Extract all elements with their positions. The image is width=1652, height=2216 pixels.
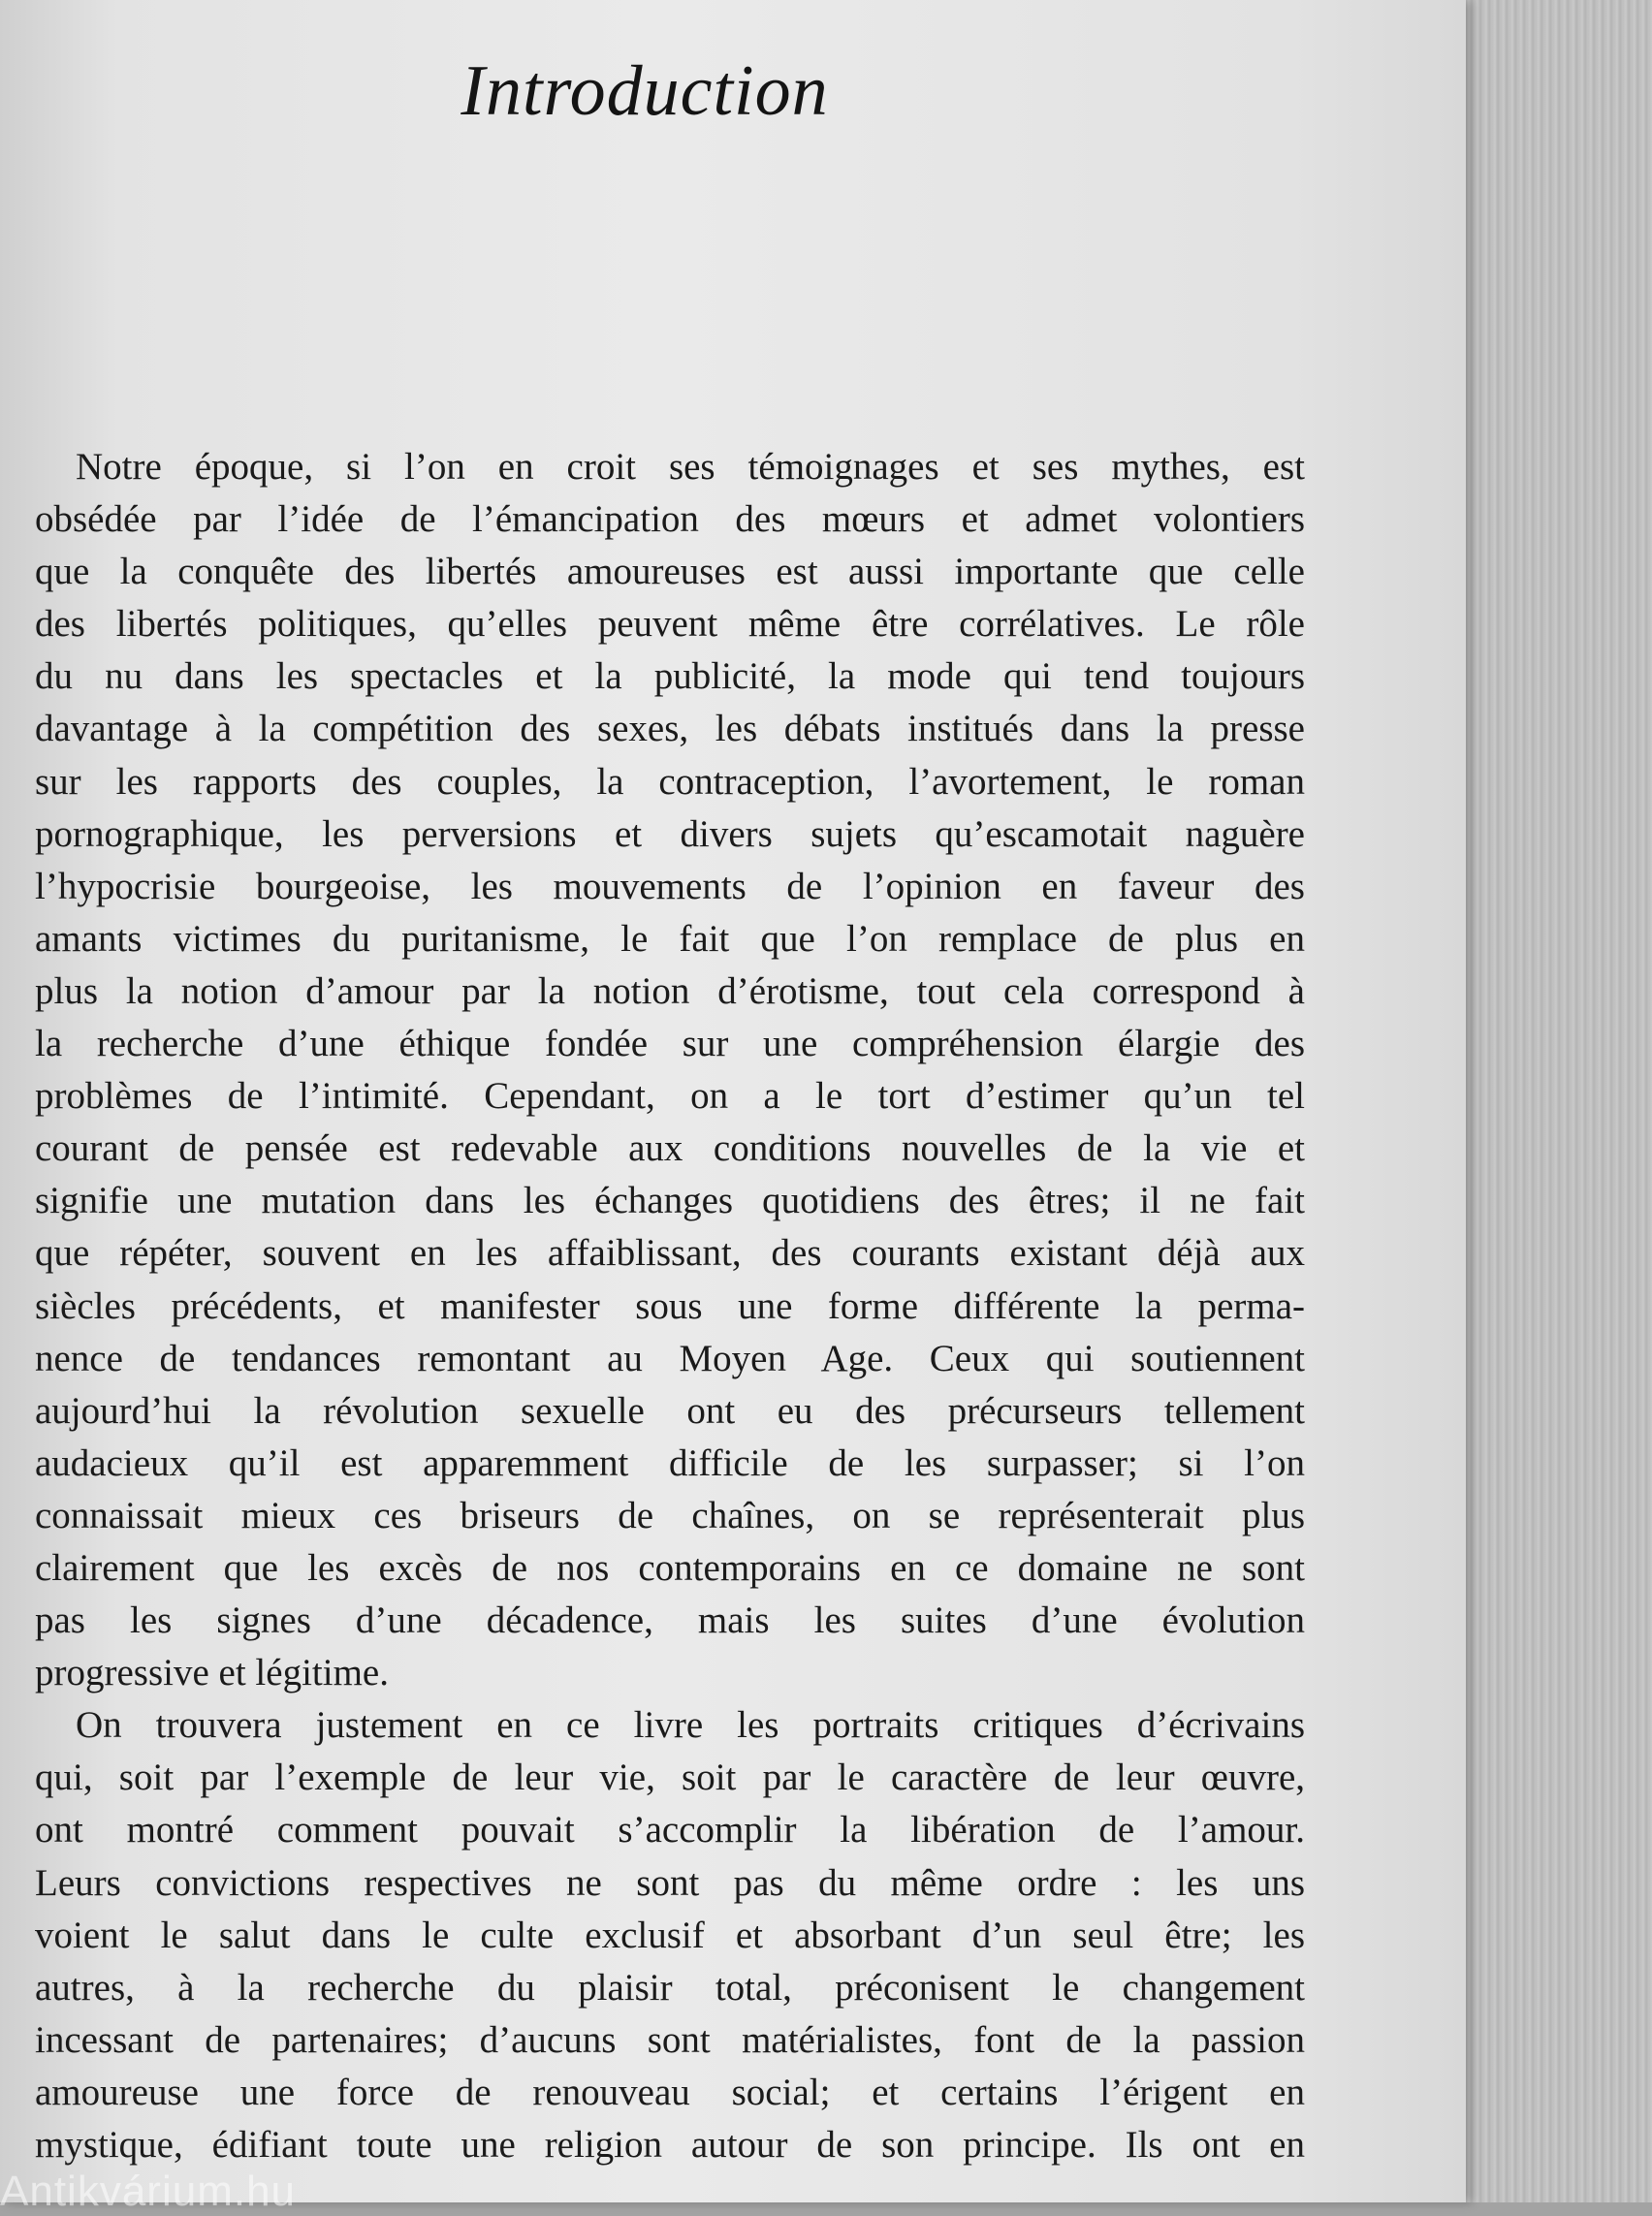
text-line: incessant de partenaires; d’aucuns sont matérialistes, font de la passion [35, 2018, 1305, 2061]
text-line: mystique, édifiant toute une religion autour de son principe. Ils ont en [35, 2124, 1305, 2166]
text-line: sur les rapports des couples, la contraception, l’avortement, le roman [35, 760, 1305, 803]
text-line: aujourd’hui la révolution sexuelle ont eu des précurseurs tellement [35, 1389, 1305, 1432]
text-line: l’hypocrisie bourgeoise, les mouvements de l’opinion en faveur des [35, 865, 1305, 907]
text-line: du nu dans les spectacles et la publicité, la mode qui tend toujours [35, 655, 1305, 698]
text-line: On trouvera justement en ce livre les portraits critiques d’écrivains [76, 1704, 1305, 1747]
text-line: connaissait mieux ces briseurs de chaînes, on se représenterait plus [35, 1494, 1305, 1536]
watermark-text: Antikvárium.hu [0, 2168, 297, 2215]
body-text [35, 441, 1305, 2171]
text-line: davantage à la compétition des sexes, les débats institués dans la presse [35, 708, 1305, 750]
text-line: audacieux qu’il est apparemment difficile de les surpasser; si l’on [35, 1441, 1305, 1484]
text-line: amants victimes du puritanisme, le fait que l’on remplace de plus en [35, 917, 1305, 960]
paragraph-2 [35, 1699, 1305, 2171]
text-line: pas les signes d’une décadence, mais les suites d’une évolution [35, 1599, 1305, 1642]
text-line: Notre époque, si l’on en croit ses témoignages et ses mythes, est [76, 446, 1305, 488]
text-line: progressive et légitime. [35, 1652, 389, 1694]
text-line: siècles précédents, et manifester sous une forme différente la perma- [35, 1284, 1305, 1327]
text-line: courant de pensée est redevable aux conditions nouvelles de la vie et [35, 1127, 1305, 1170]
paragraph-1 [35, 441, 1305, 1699]
text-line: clairement que les excès de nos contemporains en ce domaine ne sont [35, 1546, 1305, 1589]
text-line: ont montré comment pouvait s’accomplir la libération de l’amour. [35, 1809, 1305, 1852]
text-line: des libertés politiques, qu’elles peuvent même être corrélatives. Le rôle [35, 603, 1305, 646]
text-line: amoureuse une force de renouveau social; et certains l’érigent en [35, 2071, 1305, 2113]
text-line: problèmes de l’intimité. Cependant, on a le tort d’estimer qu’un tel [35, 1075, 1305, 1118]
text-line: obsédée par l’idée de l’émancipation des mœurs et admet volontiers [35, 498, 1305, 541]
page-edge-stack [1466, 0, 1652, 2202]
text-line: pornographique, les perversions et divers sujets qu’escamotait naguère [35, 812, 1305, 855]
text-line: la recherche d’une éthique fondée sur une compréhension élargie des [35, 1023, 1305, 1065]
text-line: qui, soit par l’exemple de leur vie, soit par le caractère de leur œuvre, [35, 1757, 1305, 1799]
text-line: plus la notion d’amour par la notion d’érotisme, tout cela correspond à [35, 969, 1305, 1012]
page-title: Introduction [461, 51, 829, 131]
text-line: voient le salut dans le culte exclusif et absorbant d’un seul être; les [35, 1914, 1305, 1956]
text-line: signifie une mutation dans les échanges quotidiens des êtres; il ne fait [35, 1180, 1305, 1222]
text-line: que la conquête des libertés amoureuses est aussi importante que celle [35, 551, 1305, 593]
text-line: nence de tendances remontant au Moyen Age. Ceux qui soutiennent [35, 1337, 1305, 1379]
text-line: que répéter, souvent en les affaiblissant, des courants existant déjà aux [35, 1232, 1305, 1275]
text-line: Leurs convictions respectives ne sont pas du même ordre : les uns [35, 1861, 1305, 1904]
text-line: autres, à la recherche du plaisir total, préconisent le changement [35, 1966, 1305, 2009]
